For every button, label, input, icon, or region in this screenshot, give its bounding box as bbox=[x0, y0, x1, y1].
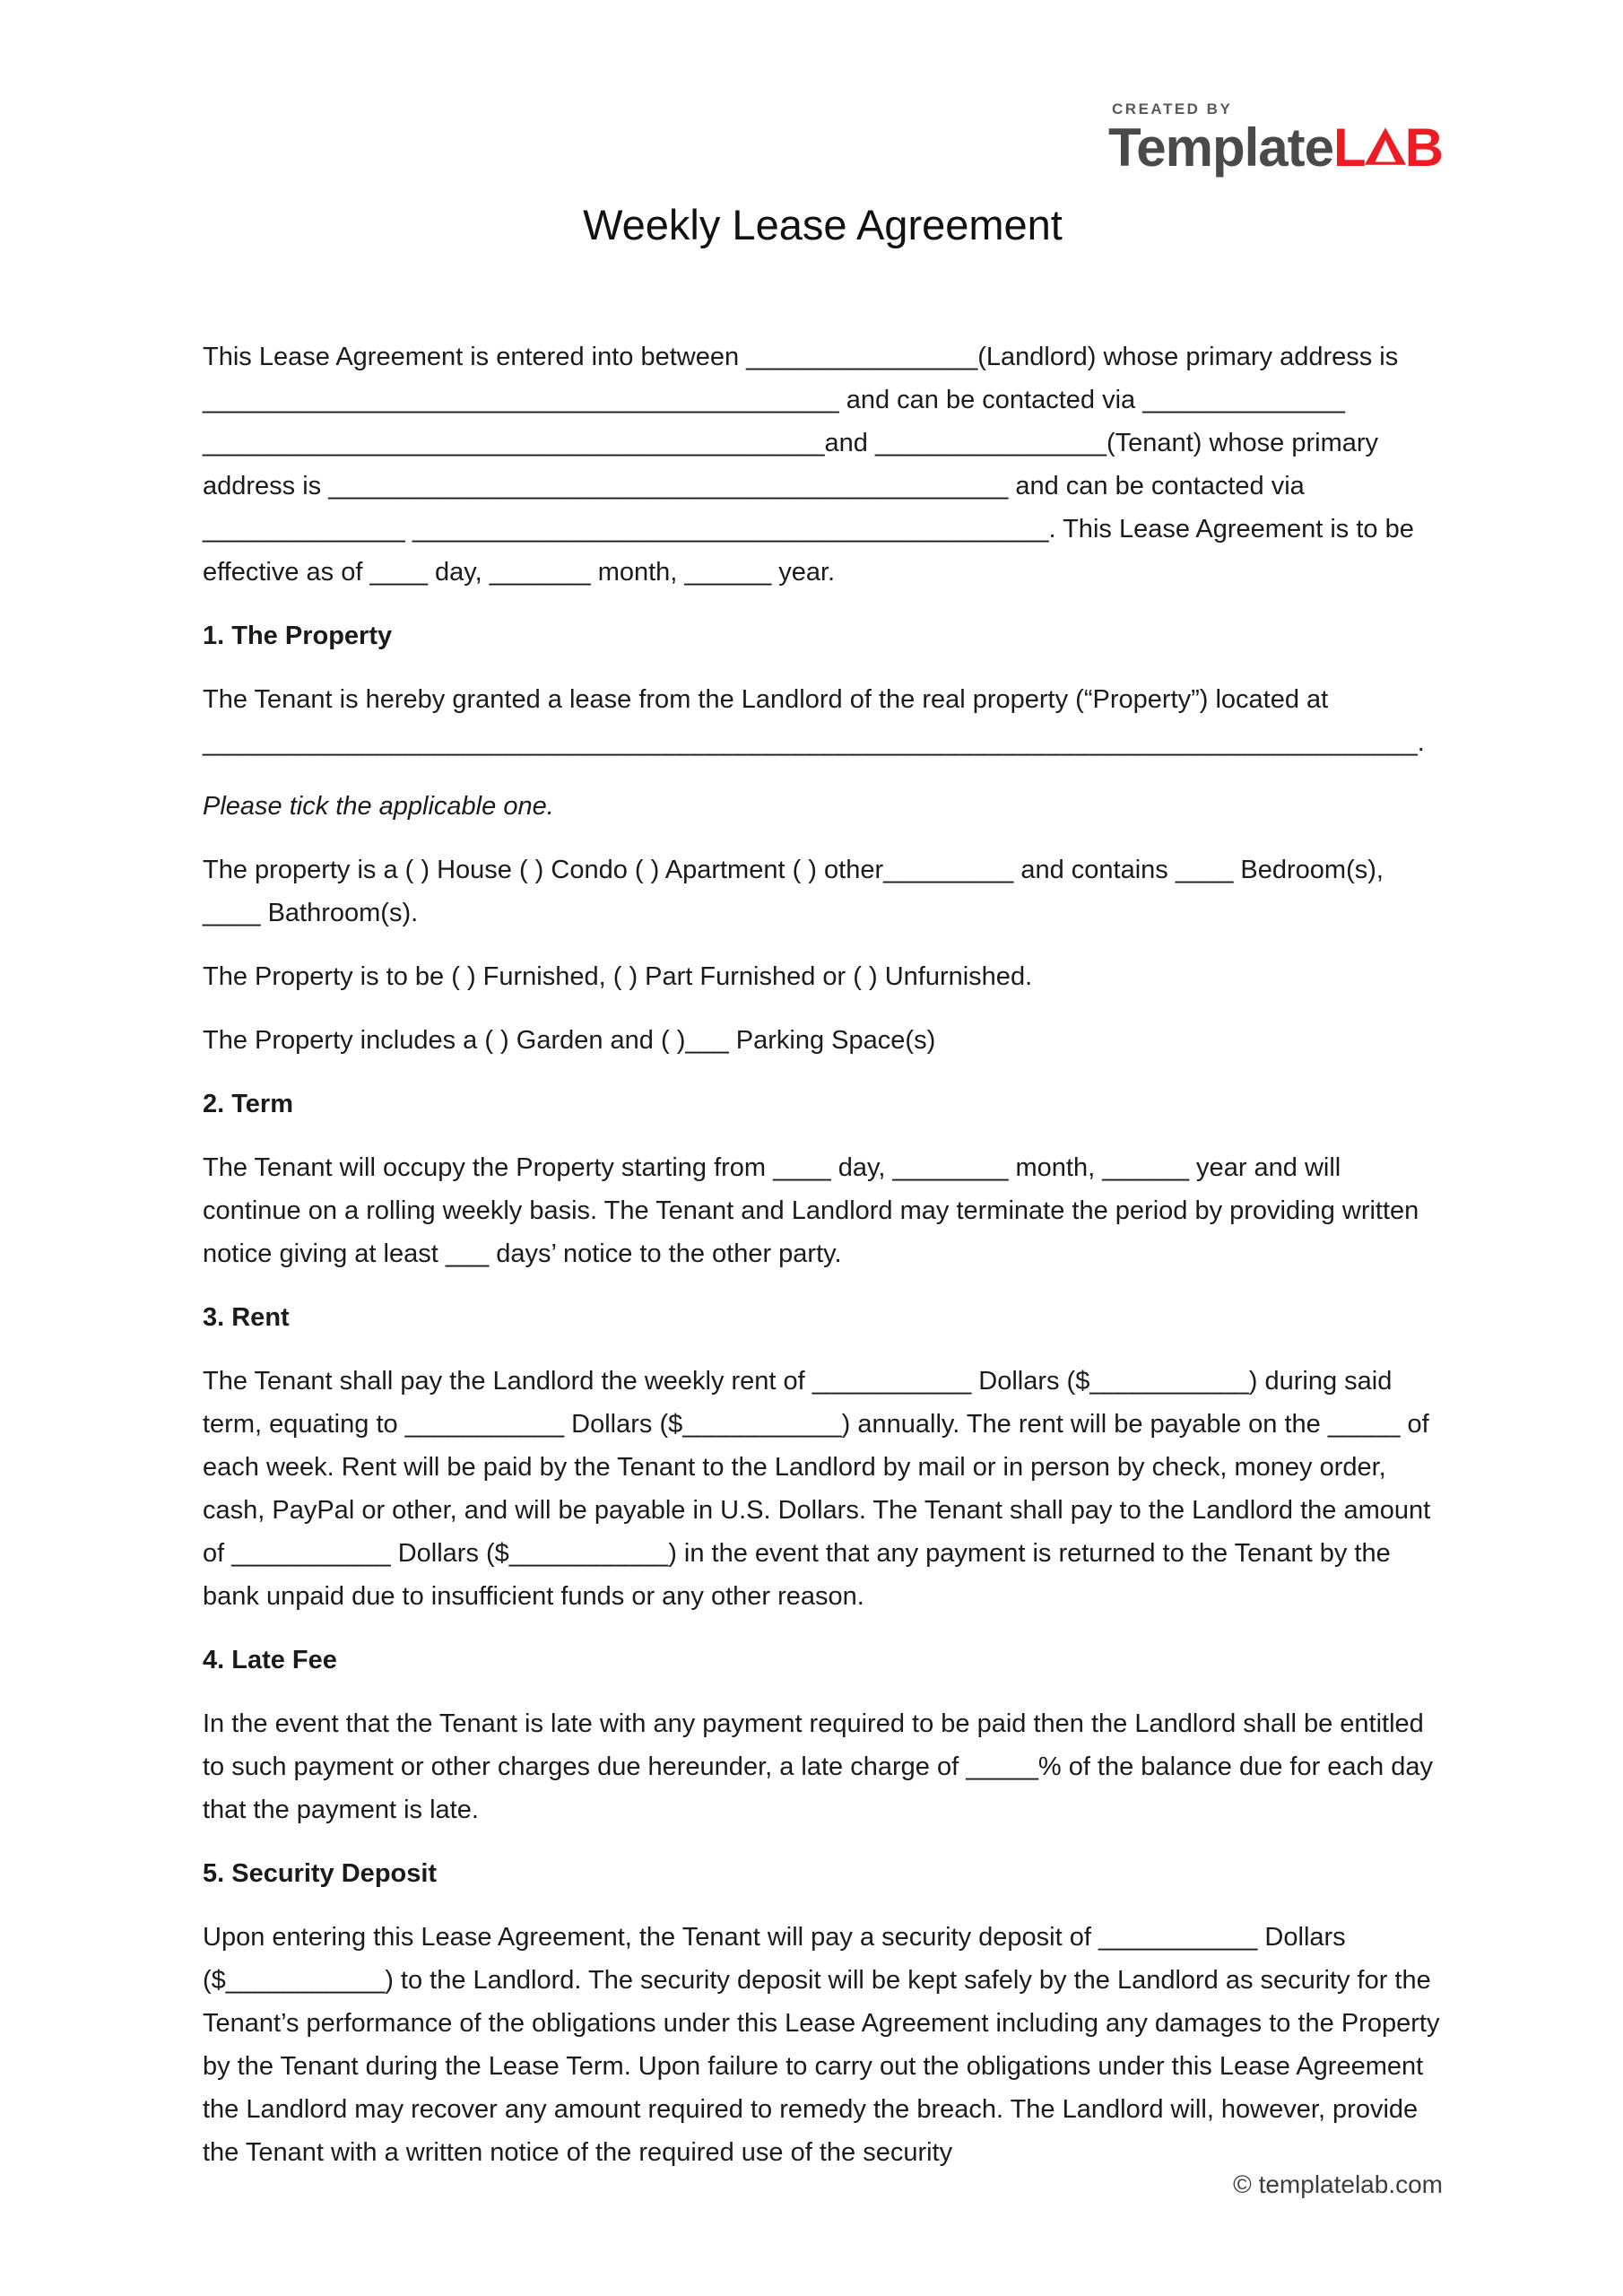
intro-paragraph: This Lease Agreement is entered into between ________________(Landlord) whose primary address is ____________________________________________ and can be contacted via ______________ ___________________________________________and ________________(Tenant) whose primary address is _______________________________________________ and can be contacted via ______________ ____________________________________________. This Lease Agreement is to be effective as of ____ day, _______ month, ______ year. bbox=[203, 343, 1414, 587]
document-body bbox=[203, 335, 1443, 2174]
logo-l-letter: L bbox=[1333, 117, 1366, 178]
section-4-paragraph: In the event that the Tenant is late with any payment required to be paid then the Landlord shall be entitled to such payment or other charges due hereunder, a late charge of _____% of the balance due for each day that the payment is late. bbox=[203, 1709, 1433, 1825]
section-1-garden-parking-line: The Property includes a ( ) Garden and ( )___ Parking Space(s) bbox=[203, 1026, 936, 1056]
section-1-heading: 1. The Property bbox=[203, 622, 393, 651]
section-1-property-type-line: The property is a ( ) House ( ) Condo ( ) Apartment ( ) other_________ and contains ____ Bedroom(s), ____ Bathroom(s). bbox=[203, 856, 1384, 928]
section-1-tick-instruction: Please tick the applicable one. bbox=[203, 792, 554, 822]
logo-created-by-label: CREATED BY bbox=[1112, 100, 1233, 117]
logo-wordmark bbox=[1108, 117, 1443, 178]
section-5-heading: 5. Security Deposit bbox=[203, 1859, 438, 1889]
section-2-heading: 2. Term bbox=[203, 1090, 294, 1119]
section-4-heading: 4. Late Fee bbox=[203, 1646, 337, 1675]
section-1-furnishing-line: The Property is to be ( ) Furnished, ( ) Part Furnished or ( ) Unfurnished. bbox=[203, 962, 1033, 992]
section-3-paragraph: The Tenant shall pay the Landlord the weekly rent of ___________ Dollars ($___________) during said term, equating to ___________ Dollars ($___________) annually. The rent will be payable on the _____ of each week. Rent will be paid by the Tenant to the Landlord by mail or in person by check, money order, cash, PayPal or other, and will be payable in U.S. Dollars. The Tenant shall pay to the Landlord the amount of ___________ Dollars ($___________) in the event that any payment is returned to the Tenant by the bank unpaid due to insufficient funds or any other reason. bbox=[203, 1367, 1431, 1612]
logo-row bbox=[203, 100, 1443, 178]
section-3-heading: 3. Rent bbox=[203, 1303, 290, 1333]
logo-template-text: Template bbox=[1108, 117, 1333, 178]
copyright-footer: © templatelab.com bbox=[1233, 2170, 1443, 2198]
page-title: Weekly Lease Agreement bbox=[583, 201, 1063, 248]
templatelab-logo bbox=[1108, 100, 1443, 178]
logo-b-letter: B bbox=[1404, 117, 1443, 178]
section-2-paragraph: The Tenant will occupy the Property starting from ____ day, ________ month, ______ year and will continue on a rolling weekly basis. The Tenant and Landlord may terminate the period by providing written notice giving at least ___ days’ notice to the other party. bbox=[203, 1153, 1419, 1269]
section-5-paragraph: Upon entering this Lease Agreement, the Tenant will pay a security deposit of ___________ Dollars ($___________) to the Landlord. The security deposit will be kept safely by the Landlord as security for the Tenant’s performance of the obligations under this Lease Agreement including any damages to the Property by the Tenant during the Lease Term. Upon failure to carry out the obligations under this Lease Agreement the Landlord may recover any amount required to remedy the breach. The Landlord will, however, provide the Tenant with a written notice of the required use of the security bbox=[203, 1923, 1440, 2168]
triangle-a-icon bbox=[1365, 126, 1406, 166]
section-1-paragraph-located-at: The Tenant is hereby granted a lease from the Landlord of the real property (“Property”) located at ____________________________________________________________________________________. bbox=[203, 685, 1425, 758]
